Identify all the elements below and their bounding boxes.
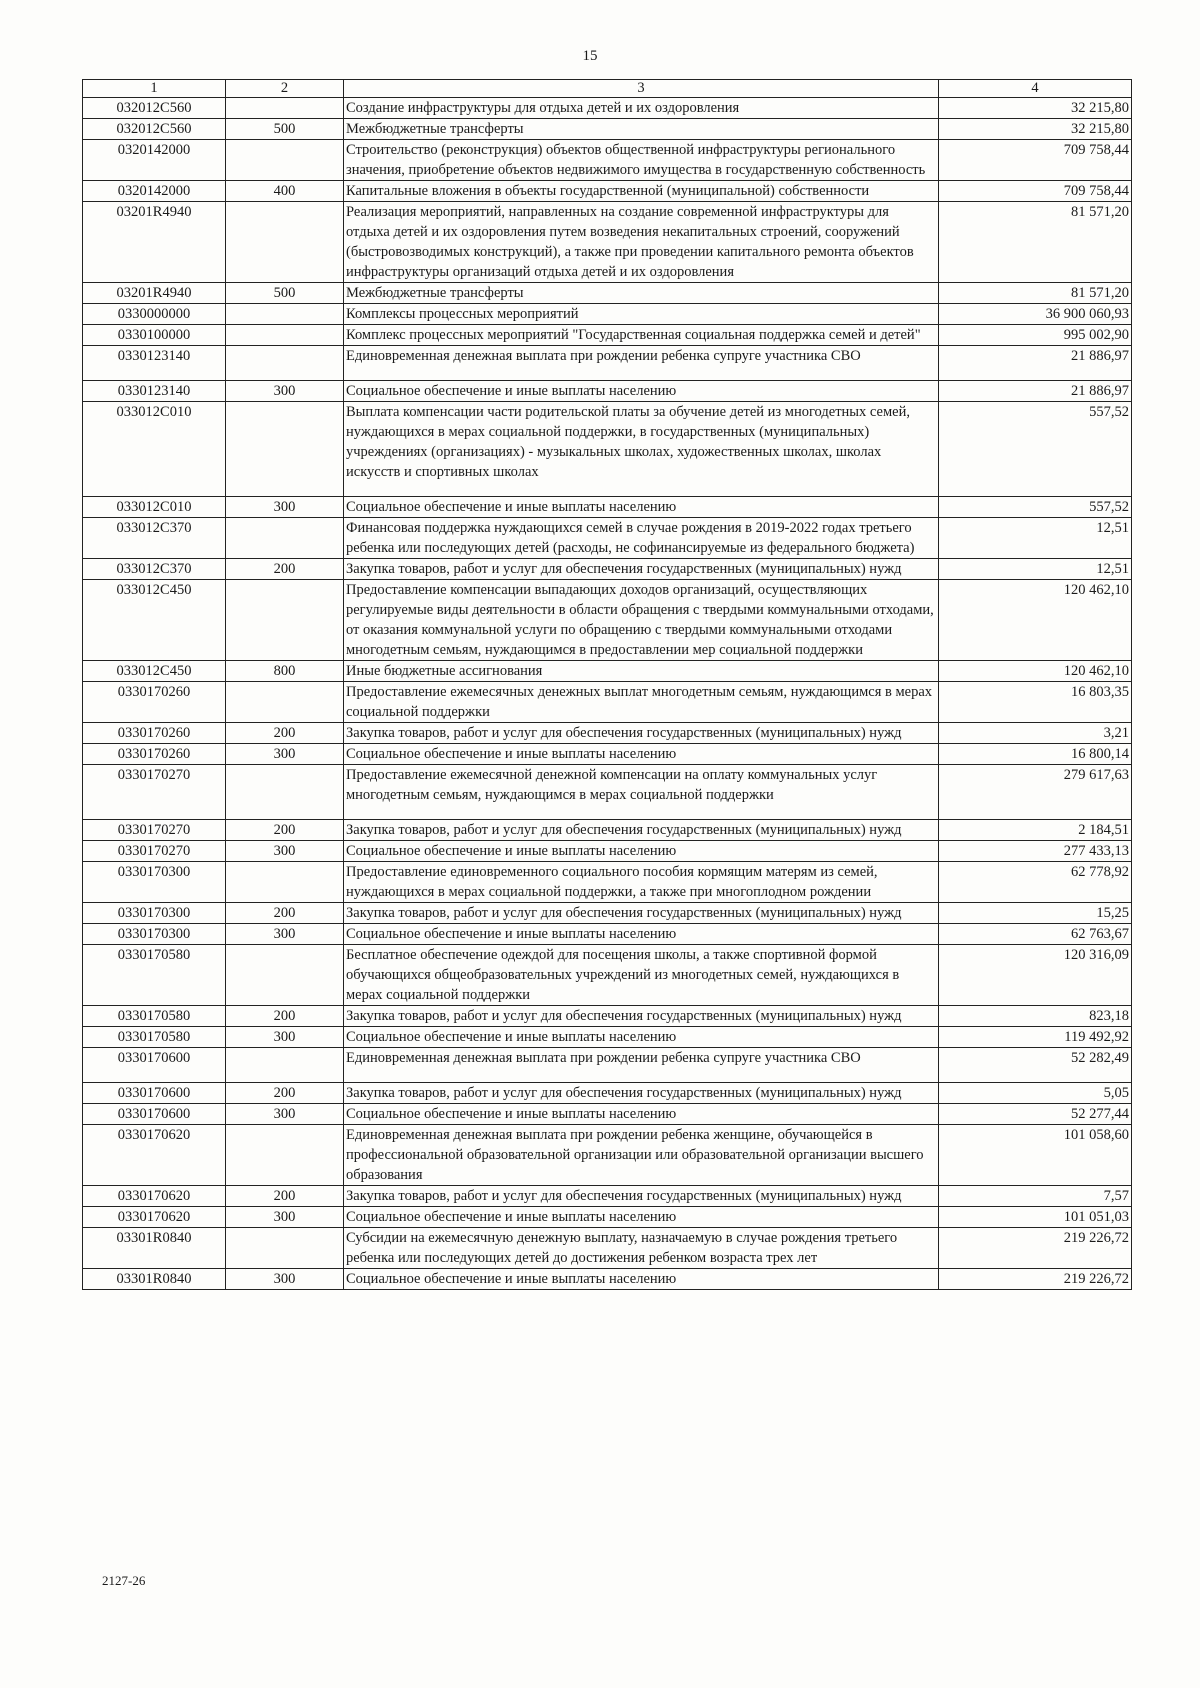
budget-code-cell: 0330170300 xyxy=(83,903,226,924)
table-row xyxy=(83,283,1132,304)
amount-cell: 219 226,72 xyxy=(939,1269,1132,1290)
budget-code-cell: 03301R0840 xyxy=(83,1269,226,1290)
budget-code-cell: 033012C450 xyxy=(83,661,226,682)
description-cell: Социальное обеспечение и иные выплаты населению xyxy=(344,1027,939,1048)
amount-cell: 709 758,44 xyxy=(939,140,1132,181)
expense-type-cell: 300 xyxy=(226,1104,344,1125)
expense-type-cell: 500 xyxy=(226,283,344,304)
budget-code-cell: 0330170600 xyxy=(83,1083,226,1104)
amount-cell: 101 051,03 xyxy=(939,1207,1132,1228)
table-row xyxy=(83,1228,1132,1269)
expense-type-cell: 300 xyxy=(226,1207,344,1228)
table-row xyxy=(83,580,1132,661)
table-row xyxy=(83,744,1132,765)
expense-type-cell: 200 xyxy=(226,903,344,924)
table-row xyxy=(83,518,1132,559)
table-row xyxy=(83,820,1132,841)
table-header xyxy=(83,80,1132,98)
description-cell: Реализация мероприятий, направленных на создание современной инфраструктуры для отдыха детей и их оздоровления путем возведения некапитальных строений, сооружений (быстровозводимых конструкций), а также при проведении капитального ремонта объектов инфраструктуры организаций отдыха детей и их оздоровления xyxy=(344,202,939,283)
description-cell: Финансовая поддержка нуждающихся семей в случае рождения в 2019-2022 годах третьего ребенка или последующих детей (расходы, не софинансируемые из федерального бюджета) xyxy=(344,518,939,559)
expense-type-cell: 300 xyxy=(226,381,344,402)
amount-cell: 120 316,09 xyxy=(939,945,1132,1006)
expense-type-cell: 300 xyxy=(226,841,344,862)
budget-code-cell: 0330100000 xyxy=(83,325,226,346)
amount-cell: 21 886,97 xyxy=(939,381,1132,402)
expense-type-cell: 200 xyxy=(226,820,344,841)
budget-code-cell: 0330000000 xyxy=(83,304,226,325)
expense-type-cell: 200 xyxy=(226,559,344,580)
table-row xyxy=(83,924,1132,945)
amount-cell: 12,51 xyxy=(939,518,1132,559)
expense-type-cell: 400 xyxy=(226,181,344,202)
description-cell: Комплексы процессных мероприятий xyxy=(344,304,939,325)
budget-code-cell: 0330170580 xyxy=(83,1006,226,1027)
amount-cell: 15,25 xyxy=(939,903,1132,924)
budget-code-cell: 0330170260 xyxy=(83,682,226,723)
amount-cell: 52 282,49 xyxy=(939,1048,1132,1083)
description-cell: Закупка товаров, работ и услуг для обеспечения государственных (муниципальных) нужд xyxy=(344,723,939,744)
table-row xyxy=(83,1104,1132,1125)
table-row xyxy=(83,1006,1132,1027)
table-row xyxy=(83,1269,1132,1290)
table-row xyxy=(83,119,1132,140)
description-cell: Закупка товаров, работ и услуг для обеспечения государственных (муниципальных) нужд xyxy=(344,903,939,924)
table-row xyxy=(83,862,1132,903)
budget-code-cell: 0320142000 xyxy=(83,181,226,202)
amount-cell: 62 763,67 xyxy=(939,924,1132,945)
expense-type-cell xyxy=(226,682,344,723)
description-cell: Закупка товаров, работ и услуг для обеспечения государственных (муниципальных) нужд xyxy=(344,1083,939,1104)
expense-type-cell: 200 xyxy=(226,1186,344,1207)
description-cell: Предоставление компенсации выпадающих доходов организаций, осуществляющих регулируемые виды деятельности в области обращения с твердыми коммунальными отходами, от оказания коммунальной услуги по обращению с твердыми коммунальными отходами многодетным семьям, нуждающимся в предоставлении мер социальной поддержки xyxy=(344,580,939,661)
amount-cell: 21 886,97 xyxy=(939,346,1132,381)
budget-code-cell: 03201R4940 xyxy=(83,202,226,283)
table-row xyxy=(83,325,1132,346)
description-cell: Иные бюджетные ассигнования xyxy=(344,661,939,682)
amount-cell: 12,51 xyxy=(939,559,1132,580)
description-cell: Строительство (реконструкция) объектов общественной инфраструктуры регионального значения, приобретение объектов недвижимого имущества в государственную собственность xyxy=(344,140,939,181)
description-cell: Создание инфраструктуры для отдыха детей и их оздоровления xyxy=(344,98,939,119)
budget-code-cell: 0330170580 xyxy=(83,1027,226,1048)
budget-code-cell: 032012C560 xyxy=(83,98,226,119)
budget-code-cell: 032012C560 xyxy=(83,119,226,140)
amount-cell: 81 571,20 xyxy=(939,202,1132,283)
budget-table xyxy=(82,79,1132,1290)
expense-type-cell: 300 xyxy=(226,497,344,518)
description-cell: Единовременная денежная выплата при рождении ребенка женщине, обучающейся в профессиональной образовательной организации или образовательной организации высшего образования xyxy=(344,1125,939,1186)
expense-type-cell xyxy=(226,1228,344,1269)
document-code: 2127-26 xyxy=(102,1573,146,1588)
expense-type-cell xyxy=(226,1048,344,1083)
table-row xyxy=(83,381,1132,402)
description-cell: Субсидии на ежемесячную денежную выплату, назначаемую в случае рождения третьего ребенка или последующих детей до достижения ребенком возраста трех лет xyxy=(344,1228,939,1269)
amount-cell: 2 184,51 xyxy=(939,820,1132,841)
amount-cell: 557,52 xyxy=(939,497,1132,518)
amount-cell: 277 433,13 xyxy=(939,841,1132,862)
table-row xyxy=(83,765,1132,820)
expense-type-cell xyxy=(226,862,344,903)
budget-code-cell: 0330170270 xyxy=(83,820,226,841)
table-row xyxy=(83,559,1132,580)
expense-type-cell xyxy=(226,765,344,820)
table-row xyxy=(83,497,1132,518)
description-cell: Социальное обеспечение и иные выплаты населению xyxy=(344,1104,939,1125)
table-row xyxy=(83,661,1132,682)
expense-type-cell: 300 xyxy=(226,924,344,945)
amount-cell: 119 492,92 xyxy=(939,1027,1132,1048)
description-cell: Закупка товаров, работ и услуг для обеспечения государственных (муниципальных) нужд xyxy=(344,820,939,841)
description-cell: Социальное обеспечение и иные выплаты населению xyxy=(344,924,939,945)
budget-code-cell: 0330170580 xyxy=(83,945,226,1006)
budget-code-cell: 0330123140 xyxy=(83,381,226,402)
budget-code-cell: 03301R0840 xyxy=(83,1228,226,1269)
description-cell: Предоставление ежемесячной денежной компенсации на оплату коммунальных услуг многодетным семьям, нуждающимся в мерах социальной поддержки xyxy=(344,765,939,820)
table-row xyxy=(83,1027,1132,1048)
description-cell: Социальное обеспечение и иные выплаты населению xyxy=(344,744,939,765)
table-row xyxy=(83,181,1132,202)
expense-type-cell xyxy=(226,325,344,346)
expense-type-cell xyxy=(226,346,344,381)
budget-code-cell: 0330170620 xyxy=(83,1125,226,1186)
description-cell: Закупка товаров, работ и услуг для обеспечения государственных (муниципальных) нужд xyxy=(344,1186,939,1207)
table-row xyxy=(83,1083,1132,1104)
description-cell: Социальное обеспечение и иные выплаты населению xyxy=(344,497,939,518)
budget-code-cell: 033012C010 xyxy=(83,497,226,518)
budget-code-cell: 0330170270 xyxy=(83,765,226,820)
expense-type-cell xyxy=(226,945,344,1006)
description-cell: Предоставление единовременного социального пособия кормящим матерям из семей, нуждающихся в мерах социальной поддержки, а также при многоплодном рождении xyxy=(344,862,939,903)
description-cell: Выплата компенсации части родительской платы за обучение детей из многодетных семей, нуждающихся в мерах социальной поддержки, в государственных (муниципальных) учреждениях (организациях) - музыкальных школах, художественных школах, школах искусств и спортивных школах xyxy=(344,402,939,497)
amount-cell: 81 571,20 xyxy=(939,283,1132,304)
budget-code-cell: 0320142000 xyxy=(83,140,226,181)
description-cell: Социальное обеспечение и иные выплаты населению xyxy=(344,381,939,402)
expense-type-cell xyxy=(226,98,344,119)
amount-cell: 3,21 xyxy=(939,723,1132,744)
amount-cell: 32 215,80 xyxy=(939,98,1132,119)
expense-type-cell: 500 xyxy=(226,119,344,140)
header-col-3: 3 xyxy=(344,80,939,98)
budget-code-cell: 033012C010 xyxy=(83,402,226,497)
table-row xyxy=(83,1048,1132,1083)
description-cell: Межбюджетные трансферты xyxy=(344,119,939,140)
header-row xyxy=(83,80,1132,98)
description-cell: Предоставление ежемесячных денежных выплат многодетным семьям, нуждающимся в мерах социальной поддержки xyxy=(344,682,939,723)
amount-cell: 36 900 060,93 xyxy=(939,304,1132,325)
amount-cell: 101 058,60 xyxy=(939,1125,1132,1186)
description-cell: Социальное обеспечение и иные выплаты населению xyxy=(344,841,939,862)
table-row xyxy=(83,346,1132,381)
table-row xyxy=(83,202,1132,283)
expense-type-cell: 300 xyxy=(226,744,344,765)
amount-cell: 32 215,80 xyxy=(939,119,1132,140)
description-cell: Капитальные вложения в объекты государственной (муниципальной) собственности xyxy=(344,181,939,202)
description-cell: Социальное обеспечение и иные выплаты населению xyxy=(344,1269,939,1290)
table-row xyxy=(83,140,1132,181)
description-cell: Закупка товаров, работ и услуг для обеспечения государственных (муниципальных) нужд xyxy=(344,559,939,580)
table-row xyxy=(83,945,1132,1006)
expense-type-cell: 200 xyxy=(226,723,344,744)
expense-type-cell: 800 xyxy=(226,661,344,682)
description-cell: Комплекс процессных мероприятий "Государственная социальная поддержка семей и детей" xyxy=(344,325,939,346)
budget-code-cell: 033012C450 xyxy=(83,580,226,661)
description-cell: Единовременная денежная выплата при рождении ребенка супруге участника СВО xyxy=(344,1048,939,1083)
budget-code-cell: 03201R4940 xyxy=(83,283,226,304)
budget-code-cell: 0330170260 xyxy=(83,744,226,765)
amount-cell: 823,18 xyxy=(939,1006,1132,1027)
header-col-1: 1 xyxy=(83,80,226,98)
amount-cell: 62 778,92 xyxy=(939,862,1132,903)
table-row xyxy=(83,682,1132,723)
amount-cell: 5,05 xyxy=(939,1083,1132,1104)
description-cell: Межбюджетные трансферты xyxy=(344,283,939,304)
amount-cell: 52 277,44 xyxy=(939,1104,1132,1125)
expense-type-cell xyxy=(226,580,344,661)
budget-code-cell: 033012C370 xyxy=(83,559,226,580)
description-cell: Закупка товаров, работ и услуг для обеспечения государственных (муниципальных) нужд xyxy=(344,1006,939,1027)
amount-cell: 16 800,14 xyxy=(939,744,1132,765)
budget-code-cell: 0330170600 xyxy=(83,1104,226,1125)
table-row xyxy=(83,1207,1132,1228)
expense-type-cell: 200 xyxy=(226,1006,344,1027)
amount-cell: 709 758,44 xyxy=(939,181,1132,202)
table-body xyxy=(83,98,1132,1290)
budget-code-cell: 0330170600 xyxy=(83,1048,226,1083)
table-row xyxy=(83,402,1132,497)
budget-code-cell: 033012C370 xyxy=(83,518,226,559)
description-cell: Единовременная денежная выплата при рождении ребенка супруге участника СВО xyxy=(344,346,939,381)
budget-code-cell: 0330170270 xyxy=(83,841,226,862)
table-row xyxy=(83,1186,1132,1207)
expense-type-cell xyxy=(226,140,344,181)
budget-code-cell: 0330170620 xyxy=(83,1207,226,1228)
amount-cell: 279 617,63 xyxy=(939,765,1132,820)
table-row xyxy=(83,304,1132,325)
table-row xyxy=(83,98,1132,119)
amount-cell: 120 462,10 xyxy=(939,661,1132,682)
amount-cell: 557,52 xyxy=(939,402,1132,497)
table-row xyxy=(83,723,1132,744)
header-col-4: 4 xyxy=(939,80,1132,98)
amount-cell: 995 002,90 xyxy=(939,325,1132,346)
amount-cell: 120 462,10 xyxy=(939,580,1132,661)
amount-cell: 7,57 xyxy=(939,1186,1132,1207)
budget-code-cell: 0330170620 xyxy=(83,1186,226,1207)
description-cell: Бесплатное обеспечение одеждой для посещения школы, а также спортивной формой обучающихся общеобразовательных учреждений из многодетных семей, нуждающихся в мерах социальной поддержки xyxy=(344,945,939,1006)
expense-type-cell xyxy=(226,518,344,559)
budget-code-cell: 0330170300 xyxy=(83,924,226,945)
budget-code-cell: 0330123140 xyxy=(83,346,226,381)
amount-cell: 16 803,35 xyxy=(939,682,1132,723)
expense-type-cell: 300 xyxy=(226,1027,344,1048)
budget-code-cell: 0330170260 xyxy=(83,723,226,744)
table-row xyxy=(83,903,1132,924)
expense-type-cell xyxy=(226,202,344,283)
expense-type-cell xyxy=(226,1125,344,1186)
table-row xyxy=(83,1125,1132,1186)
header-col-2: 2 xyxy=(226,80,344,98)
expense-type-cell xyxy=(226,402,344,497)
table-row xyxy=(83,841,1132,862)
description-cell: Социальное обеспечение и иные выплаты населению xyxy=(344,1207,939,1228)
budget-code-cell: 0330170300 xyxy=(83,862,226,903)
page-number: 15 xyxy=(582,48,598,64)
amount-cell: 219 226,72 xyxy=(939,1228,1132,1269)
expense-type-cell xyxy=(226,304,344,325)
expense-type-cell: 300 xyxy=(226,1269,344,1290)
expense-type-cell: 200 xyxy=(226,1083,344,1104)
